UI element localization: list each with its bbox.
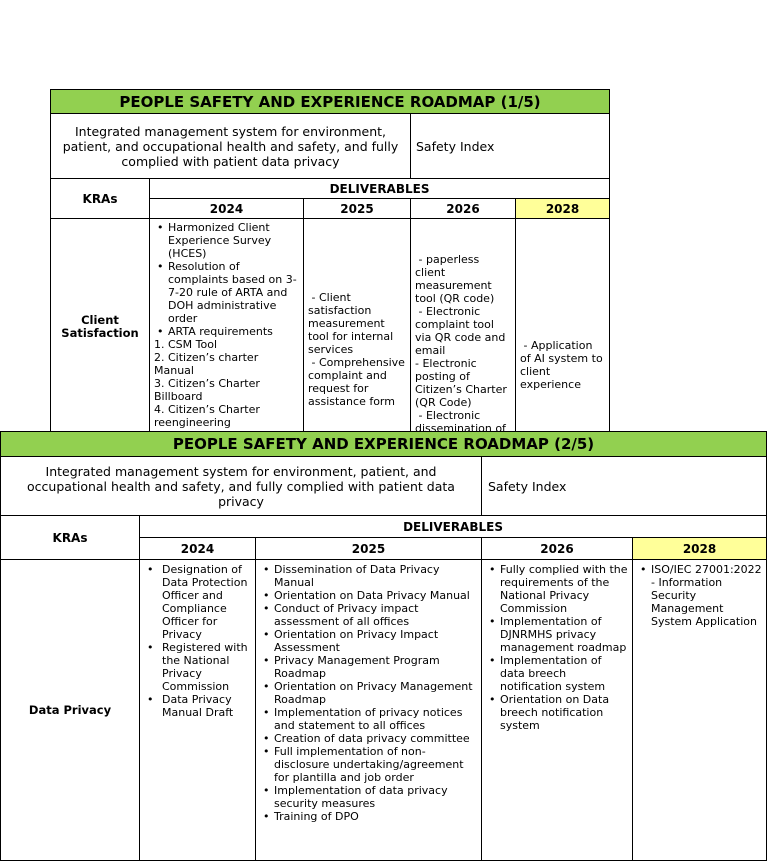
deliverable-2026 [482, 560, 633, 861]
list-item: • Implementation of data breech notification system [486, 654, 628, 693]
list-item: • Training of DPO [260, 810, 477, 823]
year-header-2028: 2028 [516, 199, 610, 219]
deliverable-2024 [150, 219, 304, 436]
list-item: - Client satisfaction measurement tool for internal services [308, 291, 397, 356]
intro-text: Integrated management system for environment, patient, and occupational health and safety, and fully complied with patient data privacy [1, 457, 482, 516]
list-item: • Fully complied with the requirements of the National Privacy Commission [486, 563, 628, 615]
list-item: • Implementation of data privacy security measures [260, 784, 477, 810]
list-item: • Orientation on Privacy Impact Assessment [260, 628, 477, 654]
kras-header: KRAs [51, 179, 150, 219]
intro-right: Safety Index [411, 114, 610, 179]
deliverable-2025 [256, 560, 482, 861]
year-header-2025: 2025 [256, 538, 482, 560]
roadmap-slide-1 [50, 89, 609, 436]
list-item: 1. CSM Tool [154, 338, 218, 351]
list-item: • Full implementation of non-disclosure undertaking/agreement for plantilla and job order [260, 745, 477, 784]
list-item: • Resolution of complaints based on 3-7-20 rule of ARTA and DOH administrative order [154, 260, 299, 325]
year-header-2026: 2026 [411, 199, 516, 219]
deliverable-2028 [516, 219, 610, 436]
list-item: - Comprehensive complaint and request for assistance form [308, 356, 409, 408]
deliverables-header: DELIVERABLES [150, 179, 610, 199]
kras-header: KRAs [1, 516, 140, 560]
bullet-list [633, 560, 766, 628]
slide-title: PEOPLE SAFETY AND EXPERIENCE ROADMAP (1/5) [51, 90, 610, 114]
list-item: • Privacy Management Program Roadmap [260, 654, 477, 680]
bullet-list [482, 560, 632, 732]
list-item: • Implementation of DJNRMHS privacy management roadmap [486, 615, 628, 654]
bullet-list [140, 560, 255, 719]
deliverable-2025 [304, 219, 411, 436]
kra-label: Client Satisfaction [51, 219, 150, 436]
deliverable-2024 [140, 560, 256, 861]
deliverable-2028 [633, 560, 767, 861]
list-item: • Creation of data privacy committee [260, 732, 477, 745]
list-item: • Registered with the National Privacy Commission [144, 641, 251, 693]
list-item: • Harmonized Client Experience Survey (HCES) [154, 221, 299, 260]
list-item: • Dissemination of Data Privacy Manual [260, 563, 477, 589]
list-item: • Orientation on Data breech notification system [486, 693, 628, 732]
year-header-2028: 2028 [633, 538, 767, 560]
list-item: 4. Citizen’s Charter reengineering [154, 403, 260, 429]
list-item: 3. Citizen’s Charter Billboard [154, 377, 260, 403]
list-item: • Orientation on Data Privacy Manual [260, 589, 477, 602]
list-item: • ARTA requirements [154, 325, 299, 338]
list-item: - paperless client measurement tool (QR code) [415, 253, 496, 305]
deliverables-header: DELIVERABLES [140, 516, 767, 538]
list-item: - Electronic complaint tool via QR code and email [415, 305, 509, 357]
list-item: - Electronic dissemination of [415, 409, 506, 431]
deliverable-2026 [411, 219, 516, 436]
roadmap-table-2 [0, 431, 767, 861]
list-item: - Application of AI system to client experience [520, 339, 607, 391]
intro-text: Integrated management system for environment, patient, and occupational health and safety, and fully complied with patient data privacy [51, 114, 411, 179]
slide-title: PEOPLE SAFETY AND EXPERIENCE ROADMAP (2/5) [1, 432, 767, 457]
list-item: • ISO/IEC 27001:2022 - Information Security Management System Application [637, 563, 762, 628]
list-item: - Electronic posting of Citizen’s Charter (QR Code) [415, 357, 511, 409]
list-item: • Orientation on Privacy Management Roadmap [260, 680, 477, 706]
year-header-2026: 2026 [482, 538, 633, 560]
year-header-2025: 2025 [304, 199, 411, 219]
bullet-list [256, 560, 481, 823]
list-item: • Implementation of privacy notices and statement to all offices [260, 706, 477, 732]
bullet-list [154, 221, 299, 338]
year-header-2024: 2024 [140, 538, 256, 560]
year-header-2024: 2024 [150, 199, 304, 219]
intro-right: Safety Index [482, 457, 767, 516]
roadmap-slide-2 [0, 431, 766, 861]
list-item: • Designation of Data Protection Officer and Compliance Officer for Privacy [144, 563, 251, 641]
list-item: • Data Privacy Manual Draft [144, 693, 251, 719]
list-item: • Conduct of Privacy impact assessment of all offices [260, 602, 477, 628]
roadmap-table-1 [50, 89, 610, 436]
kra-label: Data Privacy [1, 560, 140, 861]
list-item: 2. Citizen’s charter Manual [154, 351, 259, 377]
